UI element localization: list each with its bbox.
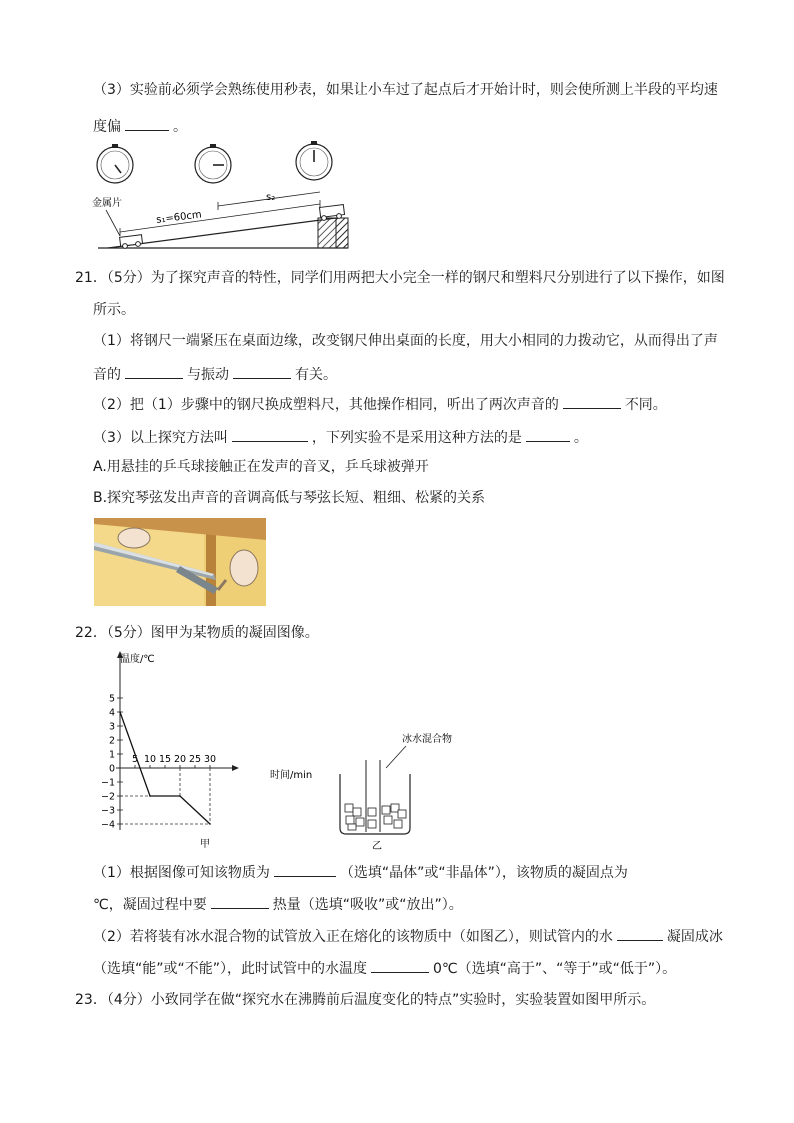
answer-blank[interactable] [125,116,169,131]
metal-plate-label: 金属片 [92,198,122,209]
q22-part2-text-d: 0℃（选填“高于”、“等于”或“低于”）。 [433,961,677,977]
q21-part1-text-a: 音的 [93,367,121,383]
answer-blank[interactable] [232,427,308,442]
answer-blank[interactable] [371,958,429,973]
chart-caption: 甲 [200,839,210,850]
x-axis-label: 时间/min [270,770,313,781]
q21-part1-line1: （1）将钢尺一端紧压在桌面边缘，改变钢尺伸出桌面的长度，用大小相同的力拨动它，从而得出了声 [93,333,718,349]
q22-part1-text-c: ℃，凝固过程中要 [93,897,207,913]
cooling-curve-chart [90,648,330,850]
x-tick-label: 20 [173,754,187,765]
x-tick-label: 10 [143,754,157,765]
ruler-photo [94,518,266,606]
ice-water-label: 冰水混合物 [402,734,452,745]
q21-part3-text-a: （3）以上探究方法叫 [93,430,228,446]
x-tick-label: 25 [188,754,202,765]
y-tick-label: 5 [108,693,115,705]
data-point [179,795,181,797]
q22-part1-line2 [93,894,463,915]
answer-blank[interactable] [617,926,663,941]
q21-heading: 21．（5分）为了探究声音的特性，同学们用两把大小完全一样的钢尺和塑料尺分别进行了以下操作，如图 [75,270,725,286]
q21-part2 [93,394,667,415]
y-tick-label: −1 [100,777,115,789]
y-tick-label: 3 [108,721,115,733]
q20-part3-line1: （3）实验前必须学会熟练使用秒表，如果让小车过了起点后才开始计时，则会使所测上半段的平均速 [93,82,718,98]
answer-blank[interactable] [563,394,621,409]
q21-part2-text-b: 不同。 [624,397,667,413]
q21-part3-text-b: ，下列实验不是采用这种方法的是 [311,430,522,446]
y-tick-label: 4 [108,707,115,719]
q22-part1-text-a: （1）根据图像可知该物质为 [93,865,270,881]
q21-heading-cont: 所示。 [93,302,135,318]
q21-part1-text-b: 与振动 [187,367,229,383]
q22-part2-text-b: 凝固成冰 [666,929,723,945]
cart-bottom [120,235,143,249]
y-tick-label: 2 [108,735,115,747]
stopwatch-icon [97,144,133,183]
q22-part2-line2 [93,958,676,979]
q21-part1-line2 [93,364,337,385]
y-tick-label: −2 [100,791,115,803]
q21-part3 [93,427,588,448]
y-tick-label: 0 [108,763,115,775]
beaker-caption: 乙 [372,841,382,852]
data-point [149,795,151,797]
q21-option-a: A.用悬挂的乒乓球接触正在发声的音叉，乒乓球被弹开 [93,459,429,475]
x-axis-arrow [232,765,239,771]
data-point [209,823,211,825]
answer-blank[interactable] [125,364,183,379]
stopwatch-icon [296,141,332,180]
x-tick-label: 30 [203,754,217,765]
s2-label: s₂ [266,192,276,203]
q22-part2-text-c: （选填“能”或“不能”），此时试管中的水温度 [93,961,368,977]
q21-part3-text-c: 。 [573,430,588,446]
x-tick-label: 15 [158,754,172,765]
q20-part3-line2 [93,116,187,137]
y-tick-label: 1 [108,749,115,761]
beaker-figure [334,728,452,852]
q22-heading: 22．（5分）图甲为某物质的凝固图像。 [75,625,319,641]
s1-label: s₁=60cm [155,209,203,226]
answer-blank[interactable] [233,364,291,379]
y-axis-label: 温度/℃ [120,654,155,665]
stopwatch-icon [195,144,231,183]
answer-blank[interactable] [526,427,570,442]
q22-part1-text-d: 热量（选填“吸收”或“放出”）。 [272,897,463,913]
q20-part3-end: 。 [173,119,187,135]
y-tick-label: −3 [100,805,115,817]
x-tick-label: 5 [131,754,139,765]
answer-blank[interactable] [211,894,269,909]
q22-part1-text-b: （选填“晶体”或“非晶体”），该物质的凝固点为 [339,865,628,881]
q22-part1-line1 [93,862,628,883]
q21-option-b: B.探究琴弦发出声音的音调高低与琴弦长短、粗细、松紧的关系 [93,490,486,506]
q20-part3-text: 度偏 [93,119,121,135]
q21-part1-text-c: 有关。 [295,367,337,383]
data-point [119,711,121,713]
answer-blank[interactable] [274,862,336,877]
q23-heading: 23．（4分）小致同学在做“探究水在沸腾前后温度变化的特点”实验时，实验装置如图甲所示。 [75,992,656,1008]
incline-figure [90,140,360,252]
q22-part2-text-a: （2）若将装有冰水混合物的试管放入正在熔化的该物质中（如图乙），则试管内的水 [93,929,613,945]
q21-part2-text-a: （2）把（1）步骤中的钢尺换成塑料尺，其他操作相同，听出了两次声音的 [93,397,559,413]
q22-part2-line1 [93,926,723,947]
y-tick-label: −4 [100,819,115,831]
